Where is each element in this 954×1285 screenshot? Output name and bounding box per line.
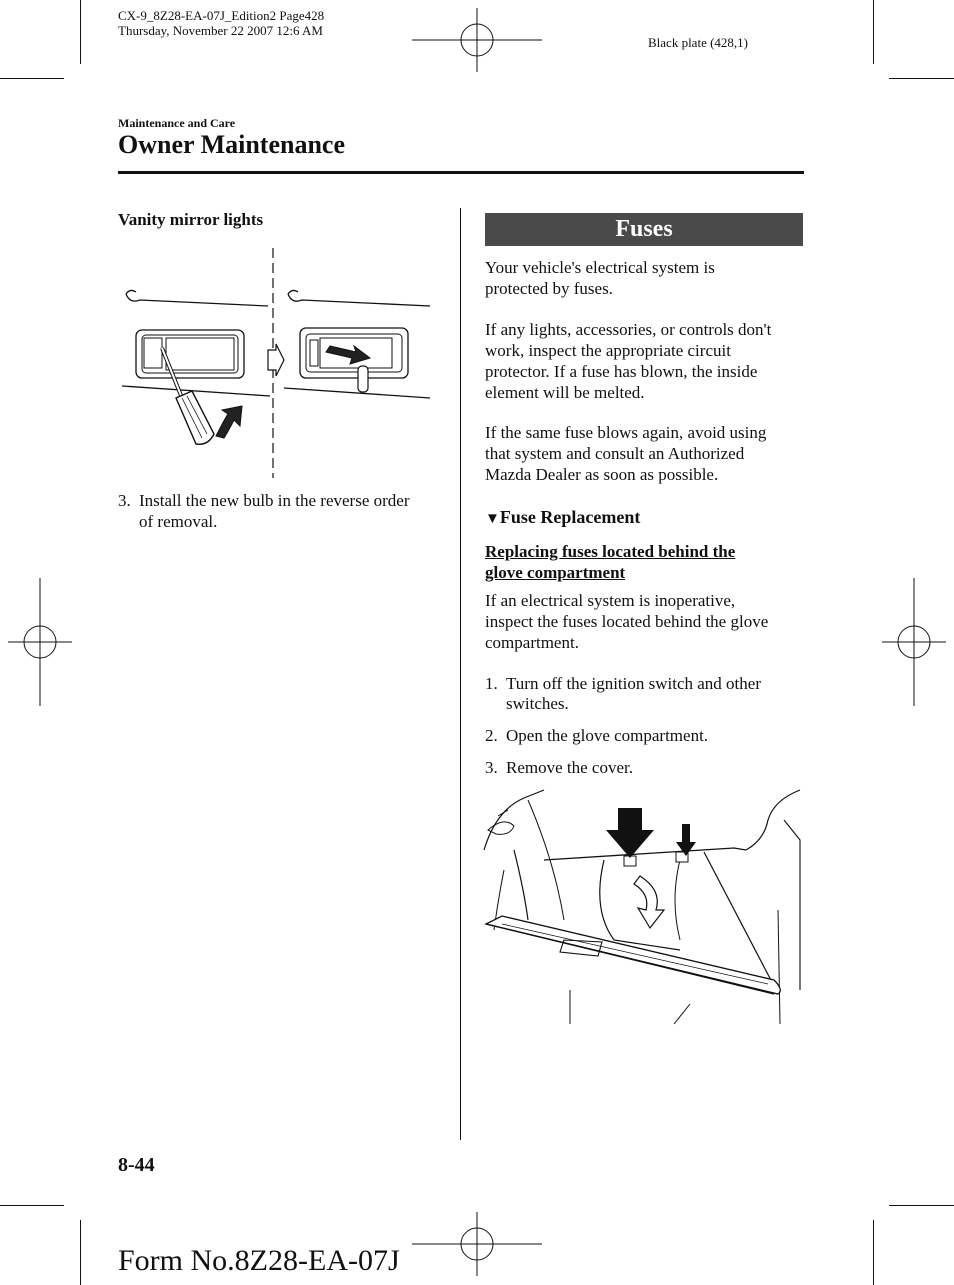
crop-mark [80, 0, 81, 64]
registration-mark-right [882, 578, 946, 706]
vanity-mirror-illustration [118, 248, 438, 480]
paragraph-2-line3: protector. If a fuse has blown, the inside [485, 362, 758, 381]
plate-label: Black plate (428,1) [648, 35, 748, 50]
form-number: Form No.8Z28-EA-07J [118, 1244, 400, 1277]
fuse-replacement-title: Fuse Replacement [499, 507, 641, 527]
file-info-line1: CX-9_8Z28-EA-07J_Edition2 Page428 [118, 8, 325, 23]
crop-mark [873, 1220, 874, 1285]
paragraph-2 [485, 319, 815, 403]
right-step-1 [485, 673, 815, 717]
triangle-marker-icon: ▼ [485, 511, 500, 527]
glove-compartment-illustration [484, 790, 800, 1026]
right-step-2-number: 2. [485, 726, 498, 745]
left-step-3-line1: Install the new bulb in the reverse order [139, 491, 410, 510]
right-step-1-line2: switches. [506, 694, 569, 713]
paragraph-4 [485, 590, 815, 653]
paragraph-2-line2: work, inspect the appropriate circuit [485, 341, 731, 360]
paragraph-3-line1: If the same fuse blows again, avoid using [485, 423, 767, 442]
paragraph-4-line1: If an electrical system is inoperative, [485, 591, 736, 610]
column-divider [460, 208, 461, 1140]
paragraph-2-line4: element will be melted. [485, 383, 645, 402]
registration-mark-left [8, 578, 72, 706]
crop-mark [889, 1205, 954, 1206]
glove-compartment-heading [485, 541, 735, 583]
left-step-3 [118, 490, 448, 534]
right-step-1-line1: Turn off the ignition switch and other [506, 674, 761, 693]
registration-mark-bottom [412, 1212, 542, 1276]
crop-mark [0, 78, 64, 79]
paragraph-3-line2: that system and consult an Authorized [485, 444, 745, 463]
crop-mark [873, 0, 874, 64]
left-step-3-number: 3. [118, 491, 131, 510]
right-step-1-number: 1. [485, 674, 498, 693]
paragraph-4-line2: inspect the fuses located behind the glove [485, 612, 769, 631]
vanity-mirror-heading: Vanity mirror lights [118, 210, 264, 229]
glove-compartment-heading-line1: Replacing fuses located behind the [485, 542, 736, 561]
registration-mark-top [412, 8, 542, 72]
crop-mark [889, 78, 954, 79]
glove-compartment-heading-line2: glove compartment [485, 563, 626, 582]
paragraph-3-line3: Mazda Dealer as soon as possible. [485, 465, 719, 484]
right-step-2-line1: Open the glove compartment. [506, 726, 709, 745]
paragraph-1-line1: Your vehicle's electrical system is [485, 258, 715, 277]
file-info-line2: Thursday, November 22 2007 12:6 AM [118, 23, 323, 38]
section-label: Maintenance and Care [118, 116, 236, 130]
paragraph-2-line1: If any lights, accessories, or controls don't [485, 320, 772, 339]
right-step-3 [485, 757, 815, 779]
left-step-3-line2: of removal. [139, 512, 218, 531]
paragraph-1 [485, 257, 815, 299]
title-rule [118, 171, 804, 174]
fuse-replacement-heading [485, 507, 640, 528]
page-number: 8-44 [118, 1154, 155, 1176]
crop-mark [80, 1220, 81, 1285]
paragraph-3 [485, 422, 815, 485]
paragraph-1-line2: protected by fuses. [485, 279, 613, 298]
right-step-3-line1: Remove the cover. [506, 758, 633, 777]
right-step-2 [485, 725, 815, 747]
crop-mark [0, 1205, 64, 1206]
right-step-3-number: 3. [485, 758, 498, 777]
page-title: Owner Maintenance [118, 130, 345, 159]
paragraph-4-line3: compartment. [485, 633, 579, 652]
fuses-banner: Fuses [485, 213, 803, 246]
